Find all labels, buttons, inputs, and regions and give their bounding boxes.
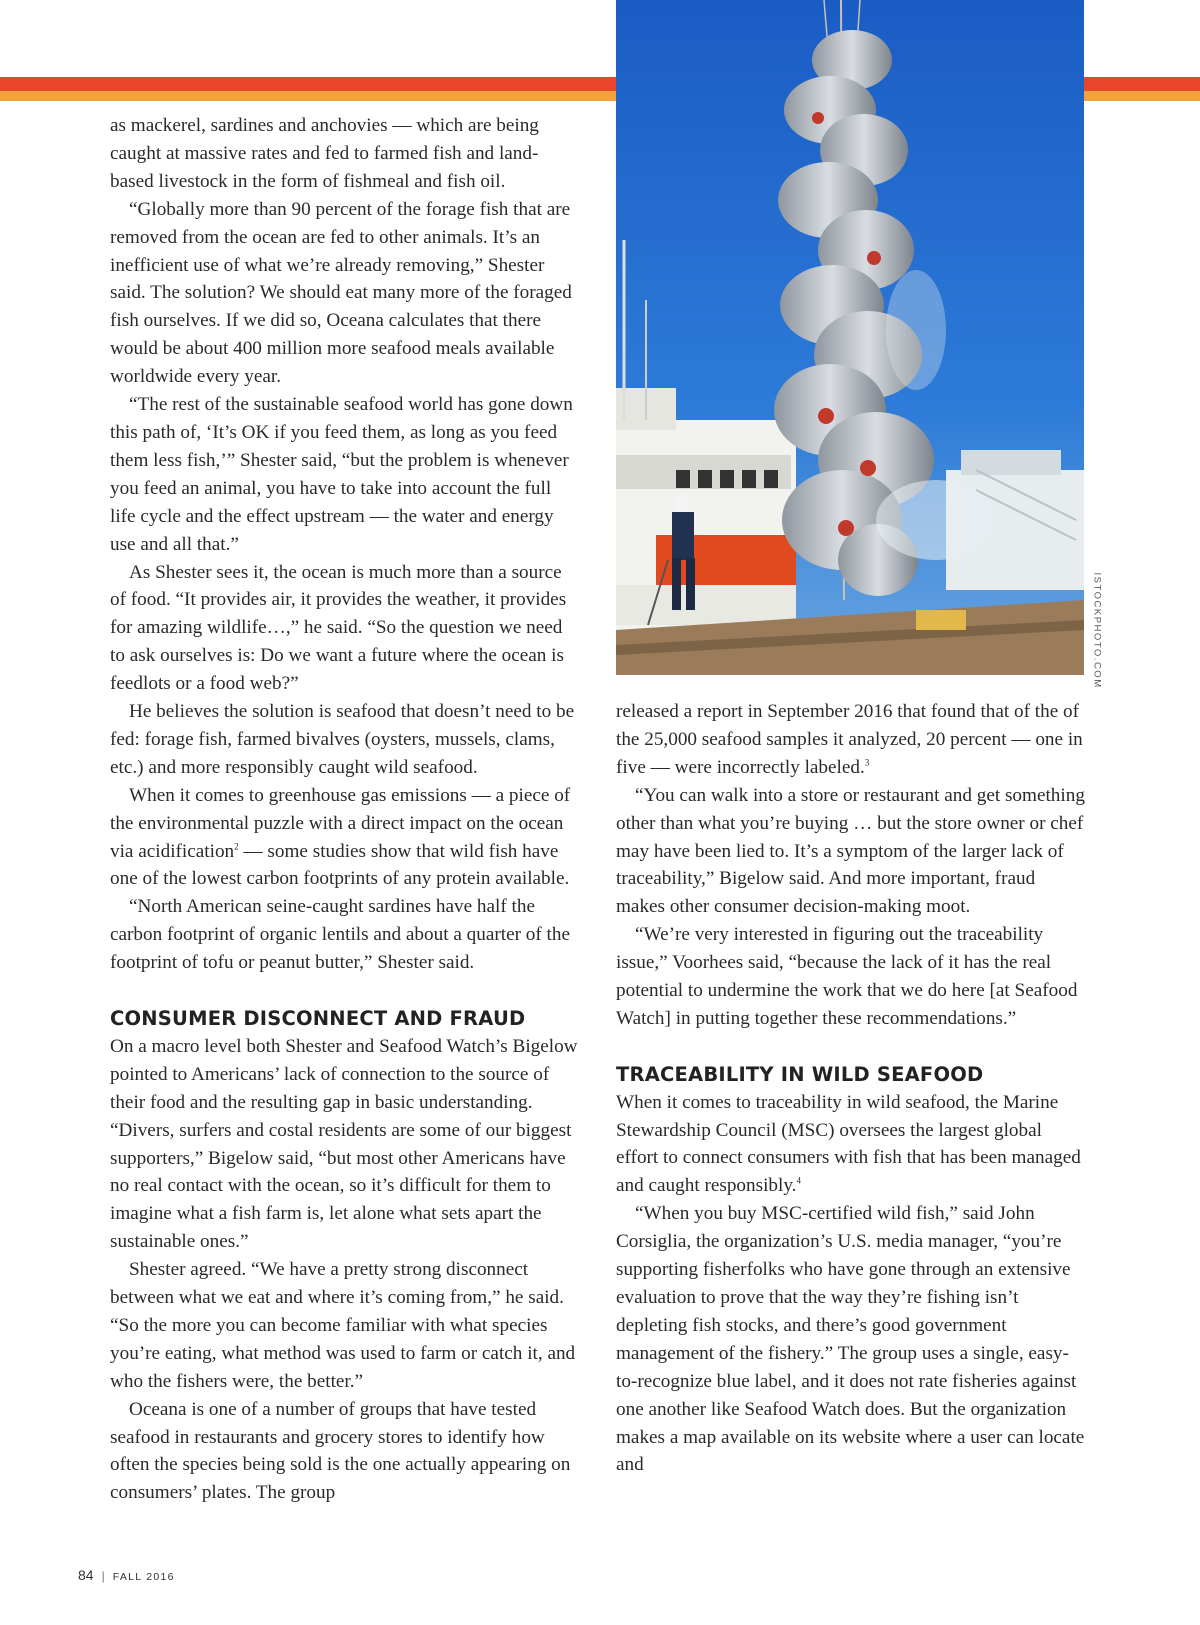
page-number: 84 (78, 1567, 94, 1583)
paragraph: Shester agreed. “We have a pretty strong disconnect between what we eat and where it’s coming from,” he said. “So the more you can become familiar with what species you’re eating, what method was used to farm or catch it, and who the fishers were, the better.” (110, 1259, 576, 1392)
paragraph: “Globally more than 90 percent of the forage fish that are removed from the ocean are fed to other animals. It’s an inefficient use of what we’re already removing,” Shester said. The solution? We should eat many more of the foraged fish ourselves. If we did so, Oceana calculates that there would be about 400 million more seafood meals available worldwide every year. (110, 198, 572, 388)
paragraph: He believes the solution is seafood that doesn’t need to be fed: forage fish, farmed bivalves (oysters, mussels, clams, etc.) and more responsibly caught wild seafood. (110, 701, 575, 778)
page-footer (78, 1567, 175, 1585)
paragraph (616, 1089, 1086, 1201)
paragraph: On a macro level both Shester and Seafood Watch’s Bigelow pointed to Americans’ lack of connection to the source of their food and the resulting gap in basic understanding. “Divers, surfers and costal residents are some of our biggest supporters,” Bigelow said, “but most other Americans have no real contact with the ocean, so it’s difficult for them to imagine what a fish farm is, let alone what sets apart the sustainable ones.” (110, 1035, 578, 1253)
paragraph-text: released a report in September 2016 that found that of the of the 25,000 seafood samples it analyzed, 20 percent — one in five — were incorrectly labeled. (616, 701, 1083, 778)
paragraph-text: — some studies show that wild fish have one of the lowest carbon footprints of any protein available. (110, 840, 570, 890)
footnote-ref: 2 (234, 841, 239, 852)
paragraph-text: When it comes to greenhouse gas emissions — a piece of the environmental puzzle with a direct impact on the ocean via acidification (110, 784, 571, 862)
right-column (616, 698, 1086, 1479)
paragraph (110, 782, 580, 894)
footnote-ref: 4 (796, 1176, 801, 1186)
footnote-ref: 3 (864, 757, 870, 768)
fish-catch-photo (616, 0, 1084, 675)
paragraph: as mackerel, sardines and anchovies — which are being caught at massive rates and fed to farmed fish and land-based livestock in the form of fishmeal and fish oil. (110, 115, 539, 192)
paragraph: Oceana is one of a number of groups that have tested seafood in restaurants and grocery stores to identify how often the species being sold is the one actually appearing on consumers’ plates. The group (110, 1398, 571, 1504)
section-heading: CONSUMER DISCONNECT AND FRAUD (110, 1006, 526, 1030)
photo-credit (1083, 572, 1113, 689)
paragraph: “We’re very interested in figuring out the traceability issue,” Voorhees said, “because the lack of it has the real potential to undermine the work that we do here [at Seafood Watch] in putting together these recommendations.” (616, 924, 1078, 1029)
left-column (110, 112, 580, 1507)
photo-credit-text: ISTOCKPHOTO.COM (1091, 572, 1103, 689)
paragraph-text: When it comes to traceability in wild seafood, the Marine Stewardship Council (MSC) oversees the largest global effort to connect consumers with fish that has been managed and caught responsibly. (616, 1091, 1081, 1197)
paragraph: “The rest of the sustainable seafood world has gone down this path of, ‘It’s OK if you feed them, as long as you feed them less fish,’” Shester said, “but the problem is whenever you feed an animal, you have to take into account the full life cycle and the effect upstream — the water and energy use and all that.” (110, 394, 573, 555)
paragraph: As Shester sees it, the ocean is much more than a source of food. “It provides air, it provides the weather, it provides for amazing wildlife…,” he said. “So the question we need to ask ourselves is: Do we want a future where the ocean is feedlots or a food web?” (110, 561, 567, 695)
issue-label: FALL 2016 (112, 1571, 175, 1583)
paragraph: “North American seine-caught sardines have half the carbon footprint of organic lentils and about a quarter of the footprint of tofu or peanut butter,” Shester said. (110, 896, 570, 974)
footer-separator: | (101, 1569, 105, 1583)
paragraph (616, 698, 1086, 782)
section-heading: TRACEABILITY IN WILD SEAFOOD (616, 1062, 984, 1086)
paragraph: “You can walk into a store or restaurant and get something other than what you’re buying … but the store owner or chef may have been lied to. It’s a symptom of the larger lack of traceability,” Bigelow said. And more important, fraud makes other consumer decision-making moot. (616, 784, 1085, 918)
paragraph: “When you buy MSC-certified wild fish,” said John Corsiglia, the organization’s U.S. media manager, “you’re supporting fisherfolks who have gone through an extensive evaluation to prove that the way they’re fishing isn’t depleting fish stocks, and there’s good government management of the fishery.” The group uses a single, easy-to-recognize blue label, and it does not rate fisheries against one another like Seafood Watch does. But the organization makes a map available on its website where a user can locate and (616, 1203, 1085, 1476)
